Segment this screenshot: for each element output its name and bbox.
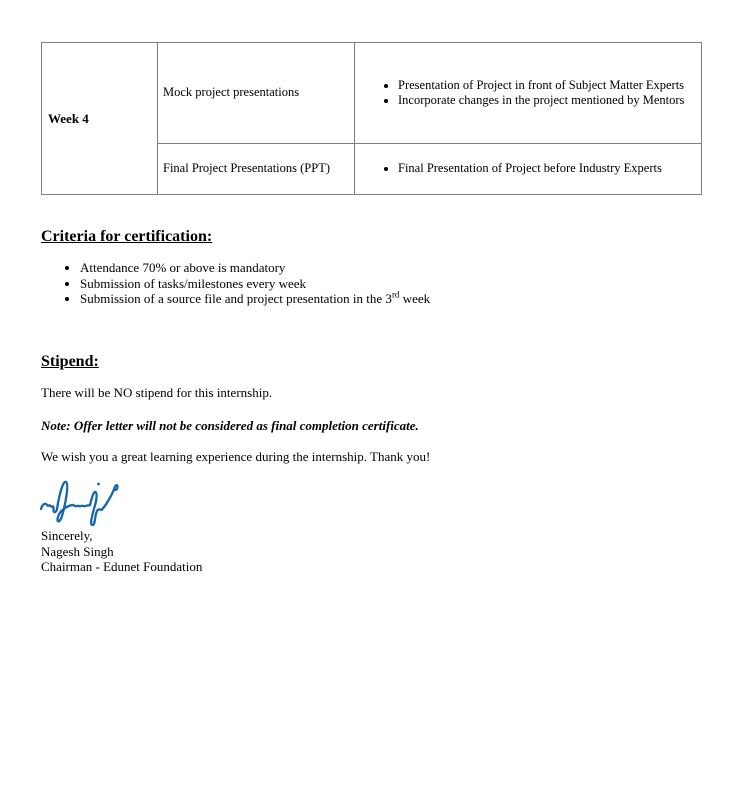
signoff-salutation: Sincerely, [41,528,93,543]
criteria-heading: Criteria for certification: [41,228,213,245]
signoff-name: Nagesh Singh [41,543,114,559]
list-item [80,291,430,307]
schedule-table [41,42,702,195]
deliverables-cell [355,144,702,195]
closing-paragraph: We wish you a great learning experience during the internship. Thank you! [41,449,431,464]
criteria-item3-suffix: week [399,291,431,306]
activity-cell: Final Project Presentations (PPT) [158,144,355,195]
signature-stroke [41,482,118,525]
list-item: • Attendance 70% or above is mandatory [80,260,430,276]
signoff-block [41,528,202,575]
activity-cell: Mock project presentations [158,43,355,144]
deliverable-list [355,161,697,177]
signoff-title: Chairman - Edunet Foundation [41,559,203,575]
deliverable-list [355,78,697,109]
signature-dot [97,483,100,486]
list-item: • Final Presentation of Project before Industry Experts [398,161,693,177]
criteria-list [41,260,430,307]
list-item: • Submission of tasks/milestones every week [80,276,430,292]
signature-icon [39,476,123,528]
table-row [42,43,702,144]
ordinal-superscript: rd [391,289,400,300]
week-cell: Week 4 [42,43,158,195]
stipend-paragraph: There will be NO stipend for this internship. [41,385,273,400]
criteria-item3-text: Submission of a source file and project presentation in the 3 [80,291,392,306]
note-paragraph: Note: Offer letter will not be considered as final completion certificate. [41,418,419,433]
deliverables-cell [355,43,702,144]
stipend-heading: Stipend: [41,353,99,370]
list-item: • Presentation of Project in front of Subject Matter Experts [398,78,693,94]
list-item: • Incorporate changes in the project mentioned by Mentors [398,93,693,109]
